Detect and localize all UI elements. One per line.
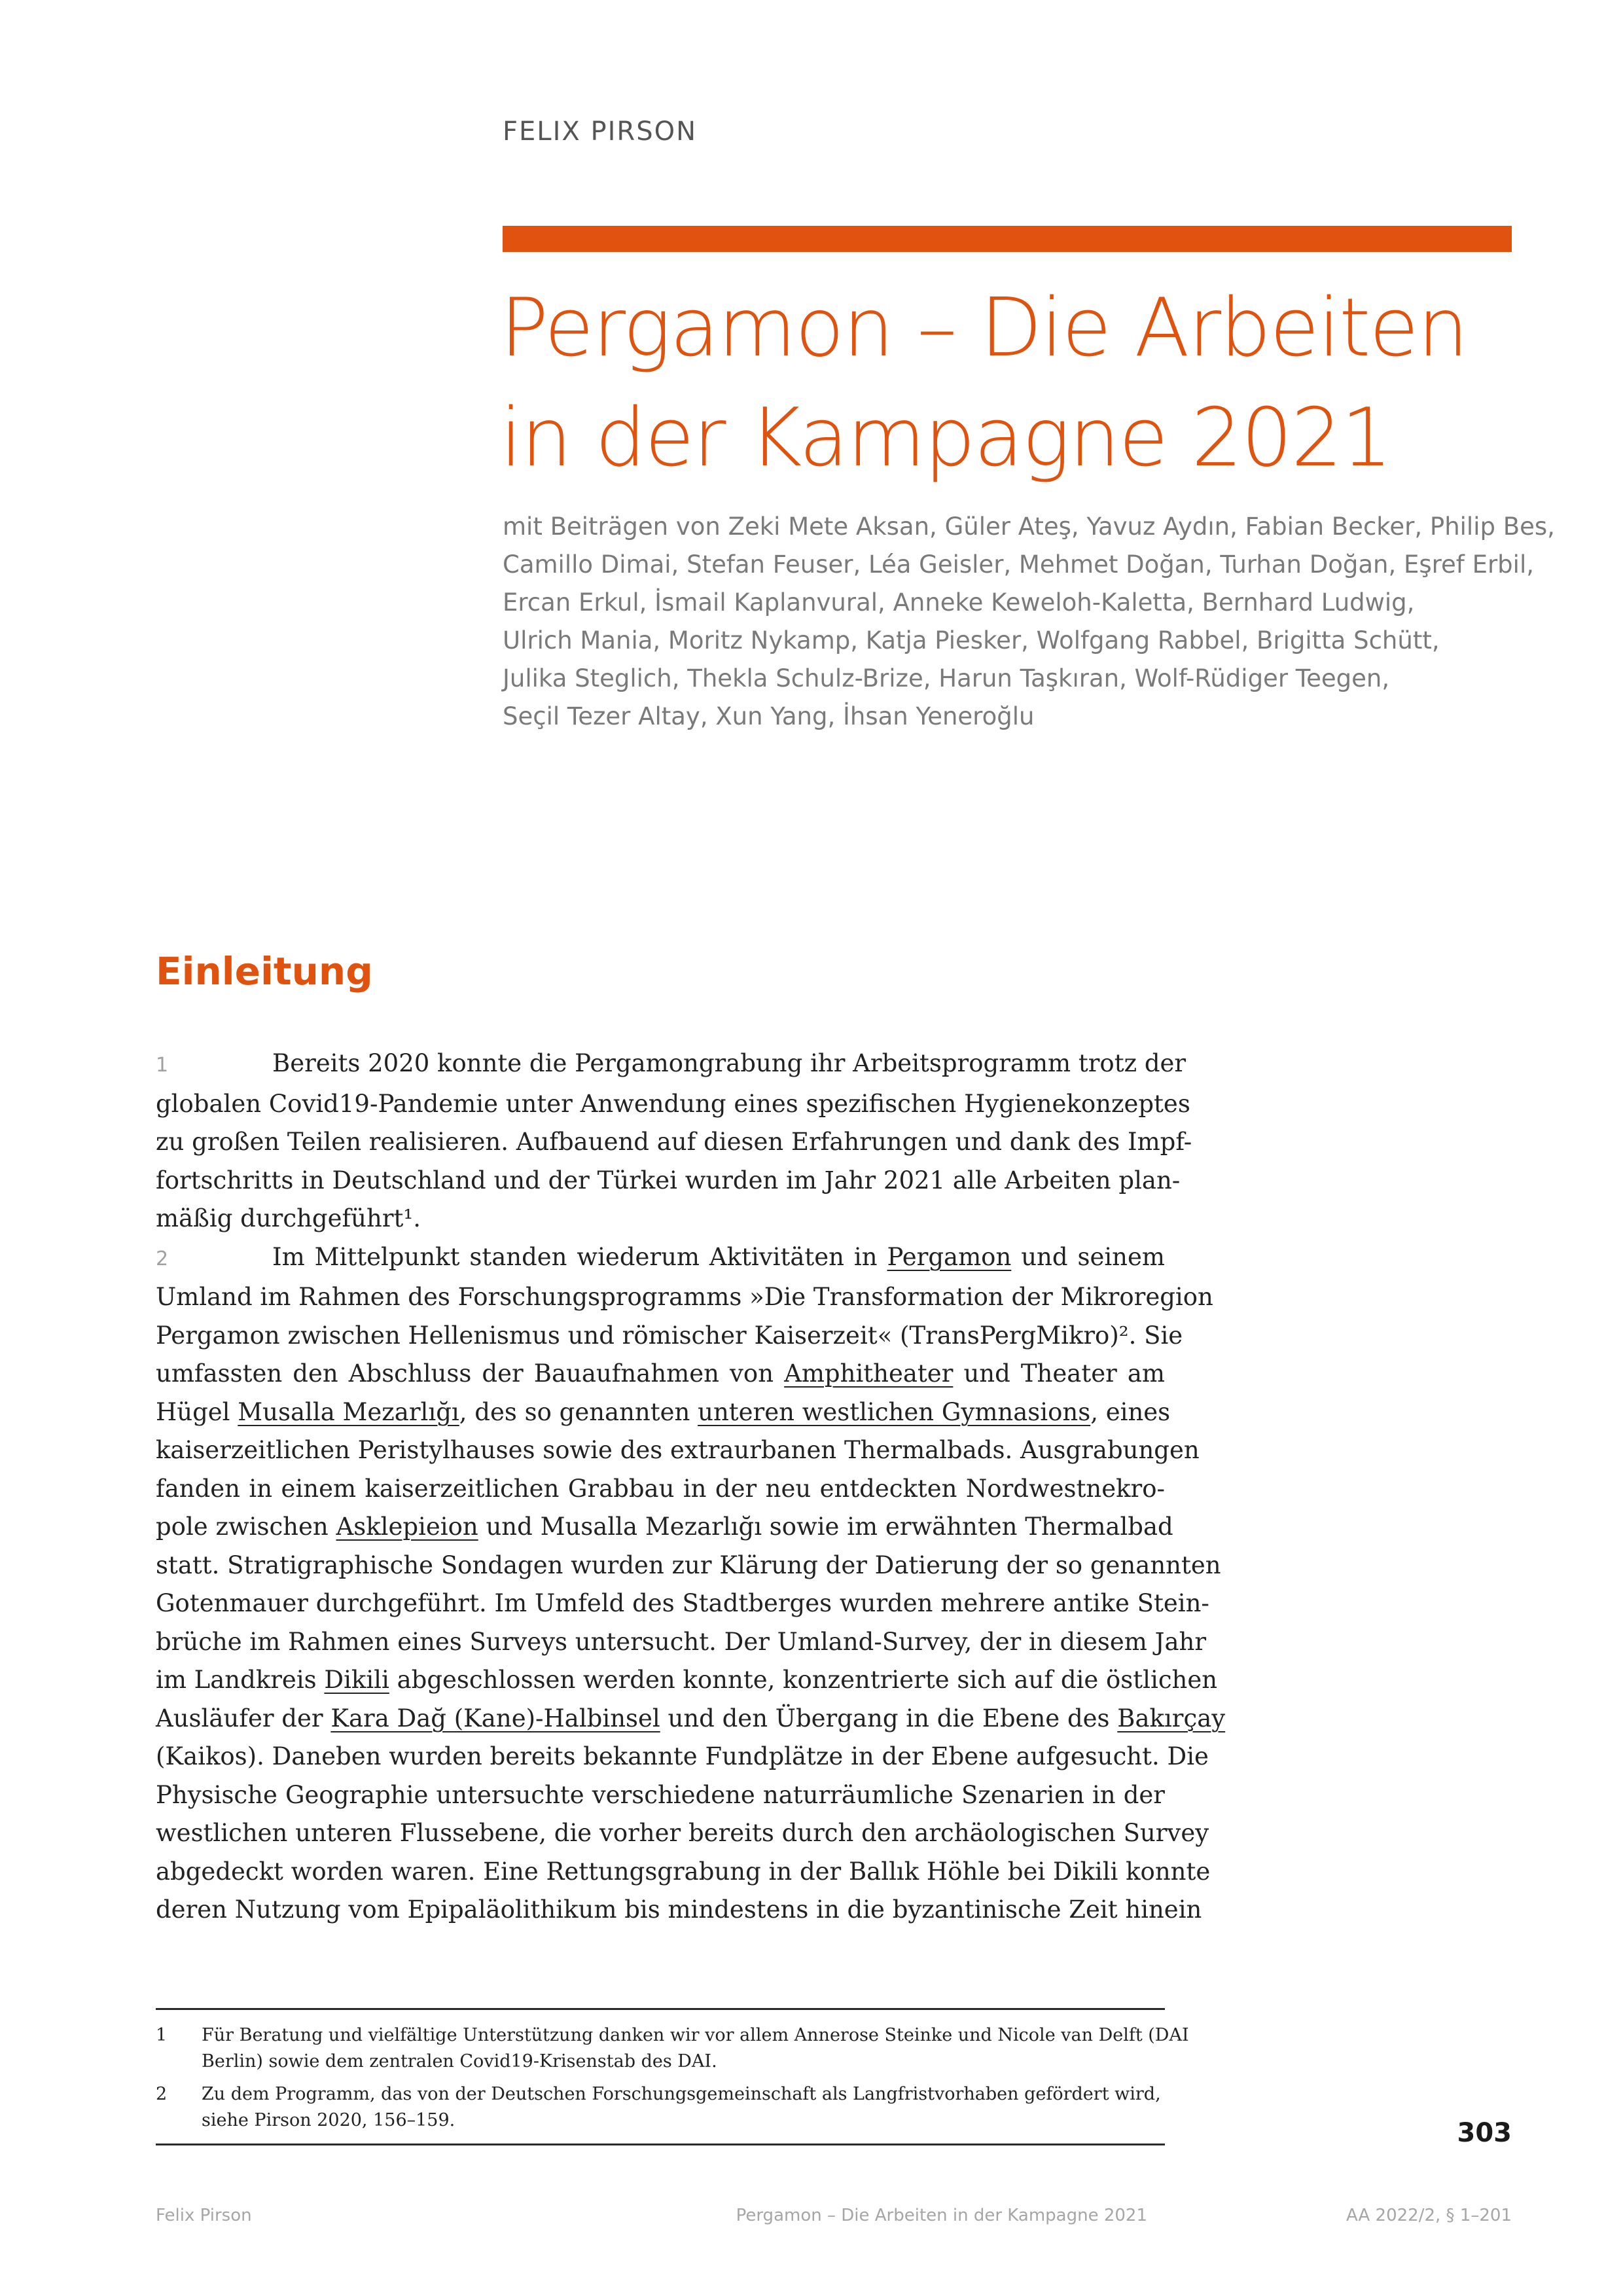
link-pergamon[interactable]: Pergamon [887,1242,1012,1271]
article-title [500,274,1521,493]
paragraph-2-line: (Kaikos). Daneben wurden bereits bekannte Fundplätze in der Ebene aufgesucht. Die [156,1742,1209,1770]
body-text [156,1045,1226,1929]
footnote-1 [156,2022,1189,2075]
title-line-1: Pergamon – Die Arbeiten [500,281,1467,375]
contributors-line: Ercan Erkul, İsmail Kaplanvural, Anneke Keweloh-Kaletta, Bernhard Ludwig, [503,588,1415,617]
link-kara-dag-halbinsel[interactable]: Kara Dağ (Kane)-Halbinsel [330,1704,660,1732]
paragraph-2-line: statt. Stratigraphische Sondagen wurden zur Klärung der Datierung der so genannten [156,1551,1221,1579]
running-footer [156,2206,1512,2232]
title-line-2: in der Kampagne 2021 [500,391,1391,485]
contributors-line: Julika Steglich, Thekla Schulz-Brize, Harun Taşkıran, Wolf-Rüdiger Teegen, [503,664,1390,692]
paragraph-1-line: 1 Bereits 2020 konnte die Pergamongrabung ihr Arbeitsprogramm trotz der [156,1045,1165,1085]
paragraph-number: 2 [156,1247,169,1270]
title-accent-bar [503,226,1512,252]
footnote-text: Zu dem Programm, das von der Deutschen Forschungsgemeinschaft als Langfristvorhaben gefördert wird, siehe Pirson 2020, 156–159. [202,2084,1161,2130]
paragraph-2-line: Umland im Rahmen des Forschungsprogramms »Die Transformation der Mikroregion [156,1283,1213,1311]
contributors-line: Seçil Tezer Altay, Xun Yang, İhsan Yeneroğlu [503,702,1035,730]
link-amphitheater[interactable]: Amphitheater [784,1359,954,1388]
paragraph-2-line: Hügel Musalla Mezarlığı, des so genannten unteren westlichen Gymnasions, eines [156,1397,1171,1426]
author-name: FELIX PIRSON [503,117,697,147]
link-musalla-mezarligi[interactable]: Musalla Mezarlığı [238,1397,459,1426]
paragraph-2-line: abgedeckt worden waren. Eine Rettungsgrabung in der Ballık Höhle bei Dikili konnte [156,1857,1211,1886]
footnote-number: 2 [156,2084,168,2104]
paragraph-2-line: kaiserzeitlichen Peristylhauses sowie des extraurbanen Thermalbads. Ausgrabungen [156,1436,1200,1464]
footer-author: Felix Pirson [156,2206,252,2225]
paragraph-2-line: westlichen unteren Flussebene, die vorher bereits durch den archäologischen Survey [156,1819,1209,1847]
link-bakircay[interactable]: Bakırçay [1117,1704,1226,1732]
footnote-rule-bottom [156,2144,1165,2145]
paragraph-2-line: fanden in einem kaiserzeitlichen Grabbau in der neu entdeckten Nordwestnekro- [156,1474,1165,1503]
link-dikili[interactable]: Dikili [324,1666,389,1694]
paragraph-2-line: Pergamon zwischen Hellenismus und römischer Kaiserzeit« (TransPergMikro)². Sie [156,1321,1183,1350]
footnote-2 [156,2081,1165,2134]
paragraph-2-line: Ausläufer der Kara Dağ (Kane)-Halbinsel und den Übergang in die Ebene des Bakırçay [156,1704,1226,1732]
paragraph-2-line: pole zwischen Asklepieion und Musalla Mezarlığı sowie im erwähnten Thermalbad [156,1513,1173,1541]
footer-citation: AA 2022/2, § 1–201 [1346,2206,1512,2225]
paragraph-number: 1 [156,1054,169,1077]
contributors-line: Camillo Dimai, Stefan Feuser, Léa Geisler, Mehmet Doğan, Turhan Doğan, Eşref Erbil, [503,550,1534,579]
paragraph-2-line: 2 Im Mittelpunkt standen wiederum Aktivitäten in Pergamon und seinem [156,1238,1165,1279]
paragraph-1-line: globalen Covid19-Pandemie unter Anwendung eines spezifischen Hygienekonzeptes [156,1089,1190,1118]
paragraph-2-line: Physische Geographie untersuchte verschiedene naturräumliche Szenarien in der [156,1780,1165,1809]
paragraph-2-line: umfassten den Abschluss der Bauaufnahmen von Amphitheater und Theater am [156,1359,1166,1388]
link-unteren-westlichen-gymnasions[interactable]: unteren westlichen Gymnasions [698,1397,1091,1426]
paragraph-2-line: im Landkreis Dikili abgeschlossen werden konnte, konzentrierte sich auf die östlichen [156,1666,1218,1694]
paragraph-1-line: zu großen Teilen realisieren. Aufbauend auf diesen Erfahrungen und dank des Impf- [156,1128,1192,1156]
link-asklepieion[interactable]: Asklepieion [336,1513,478,1541]
footnote-rule-top [156,2008,1165,2010]
contributors-line: Ulrich Mania, Moritz Nykamp, Katja Piesker, Wolfgang Rabbel, Brigitta Schütt, [503,626,1440,655]
contributors-line: mit Beiträgen von Zeki Mete Aksan, Güler Ateş, Yavuz Aydın, Fabian Becker, Philip Bes, [503,512,1555,541]
footnotes [156,2022,1189,2140]
footnote-text: Für Beratung und vielfältige Unterstützung danken wir vor allem Annerose Steinke und Nicole van Delft (DAI Berlin) sowie dem zentralen Covid19-Krisenstab des DAI. [202,2025,1189,2072]
page-number: 303 [1457,2118,1512,2148]
section-heading-einleitung: Einleitung [156,949,373,994]
paragraph-1-line: fortschritts in Deutschland und der Türkei wurden im Jahr 2021 alle Arbeiten plan- [156,1166,1181,1194]
footer-title: Pergamon – Die Arbeiten in der Kampagne 2021 [736,2206,1147,2225]
footnote-number: 1 [156,2025,168,2045]
paragraph-2-line: brüche im Rahmen eines Surveys untersucht. Der Umland-Survey, der in diesem Jahr [156,1627,1207,1656]
paragraph-2-line: Gotenmauer durchgeführt. Im Umfeld des Stadtberges wurden mehrere antike Stein- [156,1589,1209,1617]
contributors-list [503,508,1555,736]
paragraph-1-line: mäßig durchgeführt¹. [156,1204,421,1232]
paragraph-2-line: deren Nutzung vom Epipaläolithikum bis mindestens in die byzantinische Zeit hinein [156,1895,1202,1924]
